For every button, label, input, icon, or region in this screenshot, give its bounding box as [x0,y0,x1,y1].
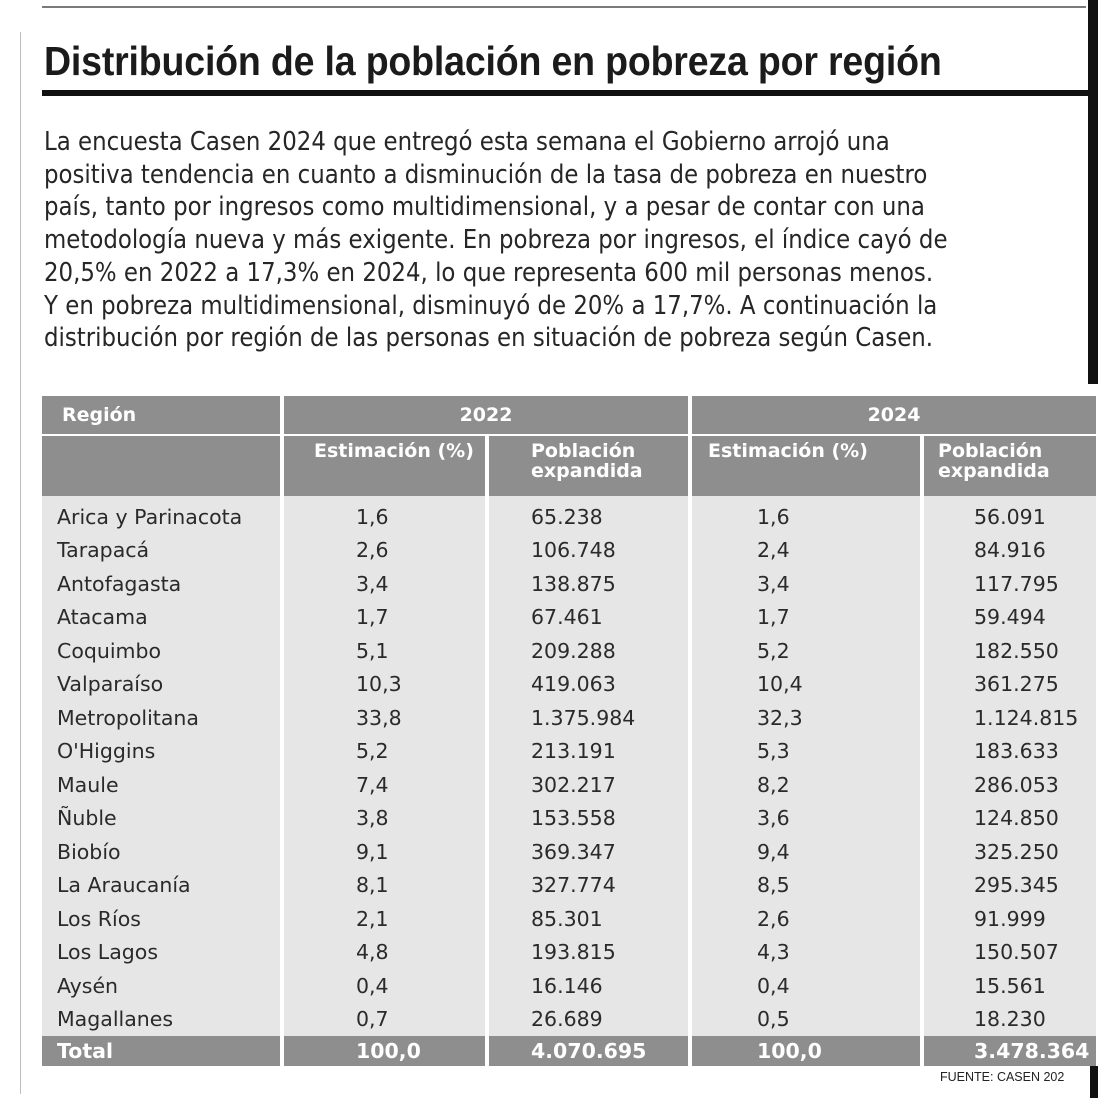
estimation-2024-cell: 8,2 [688,768,920,802]
intro-line: metodología nueva y más exigente. En pobreza por ingresos, el índice cayó de [44,225,948,256]
estimation-2024-cell: 0,4 [688,969,920,1003]
region-cell: Los Lagos [42,936,280,970]
estimation-2024-cell: 2,6 [688,902,920,936]
population-2022-cell: 419.063 [485,668,688,702]
estimation-2022-cell: 1,7 [280,601,485,635]
region-cell: Valparaíso [42,668,280,702]
total-population-2022: 4.070.695 [485,1036,688,1066]
population-2022-cell: 16.146 [485,969,688,1003]
estimation-2022-cell: 5,1 [280,634,485,668]
estimation-2024-cell: 10,4 [688,668,920,702]
estimation-2024-cell: 0,5 [688,1003,920,1037]
table-body [42,496,1096,1036]
population-header-line: Población [938,440,1043,462]
population-2022-cell: 213.191 [485,735,688,769]
region-cell: Atacama [42,601,280,635]
population-2024-cell: 15.561 [920,969,1096,1003]
table-row [42,534,1096,568]
population-2024-cell: 295.345 [920,869,1096,903]
population-2024-cell: 183.633 [920,735,1096,769]
headline-underline [42,90,1088,96]
region-cell: Biobío [42,835,280,869]
population-2022-cell: 85.301 [485,902,688,936]
table-row [42,802,1096,836]
region-cell: Tarapacá [42,534,280,568]
table-row [42,567,1096,601]
intro-line: 20,5% en 2022 a 17,3% en 2024, lo que representa 600 mil personas menos. [44,257,934,288]
estimation-2022-cell: 0,4 [280,969,485,1003]
population-2022-cell: 1.375.984 [485,701,688,735]
table-row [42,668,1096,702]
region-cell: Coquimbo [42,634,280,668]
intro-line: Y en pobreza multidimensional, disminuyó de 20% a 17,7%. A continuación la [44,290,938,321]
population-2024-cell: 124.850 [920,802,1096,836]
region-subheader-blank [42,436,280,496]
table-row [42,735,1096,769]
region-cell: Metropolitana [42,701,280,735]
population-2024-cell: 18.230 [920,1003,1096,1037]
total-estimation-2024: 100,0 [688,1036,920,1066]
intro-line: La encuesta Casen 2024 que entregó esta semana el Gobierno arrojó una [44,127,890,157]
estimation-2024-cell: 32,3 [688,701,920,735]
estimation-2022-cell: 3,8 [280,802,485,836]
total-population-2024: 3.478.364 [920,1036,1096,1066]
population-2022-cell: 26.689 [485,1003,688,1037]
population-header-line: expandida [531,460,643,482]
estimation-2024-cell: 1,7 [688,601,920,635]
region-cell: Aysén [42,969,280,1003]
estimation-2024-cell: 4,3 [688,936,920,970]
table-row [42,701,1096,735]
total-label: Total [42,1036,280,1066]
population-2024-cell: 1.124.815 [920,701,1096,735]
total-row [42,1036,1096,1066]
table-row [42,496,1096,534]
region-cell: Maule [42,768,280,802]
top-rule [42,6,1086,8]
estimation-2022-cell: 4,8 [280,936,485,970]
headline: Distribución de la población en pobreza por región [44,38,942,84]
population-2022-cell: 193.815 [485,936,688,970]
population-2024-header [920,436,1096,496]
population-2022-cell: 153.558 [485,802,688,836]
population-2024-cell: 325.250 [920,835,1096,869]
intro-line: positiva tendencia en cuanto a disminución de la tasa de pobreza en nuestro [44,159,928,190]
estimation-2024-cell: 8,5 [688,869,920,903]
region-column-header: Región [42,396,280,436]
estimation-2024-cell: 1,6 [688,496,920,534]
estimation-2024-cell: 2,4 [688,534,920,568]
estimation-2022-cell: 9,1 [280,835,485,869]
table-row [42,768,1096,802]
table-row [42,601,1096,635]
population-header-line: expandida [938,460,1050,482]
population-2022-cell: 327.774 [485,869,688,903]
intro-line: distribución por región de las personas en situación de pobreza según Casen. [44,323,934,354]
population-2024-cell: 150.507 [920,936,1096,970]
population-2022-cell: 369.347 [485,835,688,869]
table-row [42,1003,1096,1037]
region-cell: La Araucanía [42,869,280,903]
poverty-by-region-table [42,396,1096,1066]
estimation-2022-cell: 10,3 [280,668,485,702]
left-column-rule [20,32,21,1094]
estimation-2024-cell: 3,4 [688,567,920,601]
right-border-bar [1088,0,1098,384]
region-cell: Magallanes [42,1003,280,1037]
estimation-2022-cell: 5,2 [280,735,485,769]
population-2024-cell: 117.795 [920,567,1096,601]
estimation-2022-cell: 0,7 [280,1003,485,1037]
total-estimation-2022: 100,0 [280,1036,485,1066]
population-2024-cell: 84.916 [920,534,1096,568]
population-2022-header [485,436,688,496]
estimation-2022-cell: 3,4 [280,567,485,601]
estimation-2022-cell: 7,4 [280,768,485,802]
estimation-2022-cell: 2,6 [280,534,485,568]
region-cell: Arica y Parinacota [42,496,280,534]
table-row [42,902,1096,936]
population-2022-cell: 138.875 [485,567,688,601]
year-2024-header: 2024 [688,396,1096,436]
estimation-2022-cell: 33,8 [280,701,485,735]
population-2024-cell: 286.053 [920,768,1096,802]
table-row [42,835,1096,869]
region-cell: Los Ríos [42,902,280,936]
estimation-2024-cell: 5,2 [688,634,920,668]
population-2024-cell: 59.494 [920,601,1096,635]
population-2022-cell: 302.217 [485,768,688,802]
estimation-2024-cell: 5,3 [688,735,920,769]
population-2022-cell: 67.461 [485,601,688,635]
population-header-line: Población [531,440,636,462]
table-subheader-row [42,436,1096,496]
estimation-2022-cell: 2,1 [280,902,485,936]
region-cell: O'Higgins [42,735,280,769]
table-header-row [42,396,1096,436]
estimation-2022-header: Estimación (%) [280,436,485,496]
population-2024-cell: 182.550 [920,634,1096,668]
region-cell: Antofagasta [42,567,280,601]
estimation-2022-cell: 1,6 [280,496,485,534]
estimation-2024-header: Estimación (%) [688,436,920,496]
population-2024-cell: 361.275 [920,668,1096,702]
table-row [42,969,1096,1003]
population-2022-cell: 65.238 [485,496,688,534]
estimation-2024-cell: 9,4 [688,835,920,869]
population-2022-cell: 209.288 [485,634,688,668]
population-2024-cell: 56.091 [920,496,1096,534]
intro-paragraph [44,126,1085,355]
source-note: FUENTE: CASEN 202 [940,1070,1065,1084]
table-row [42,634,1096,668]
table-row [42,869,1096,903]
estimation-2022-cell: 8,1 [280,869,485,903]
population-2024-cell: 91.999 [920,902,1096,936]
intro-line: país, tanto por ingresos como multidimensional, y a pesar de contar con una [44,192,925,223]
region-cell: Ñuble [42,802,280,836]
population-2022-cell: 106.748 [485,534,688,568]
estimation-2024-cell: 3,6 [688,802,920,836]
table-row [42,936,1096,970]
year-2022-header: 2022 [280,396,688,436]
